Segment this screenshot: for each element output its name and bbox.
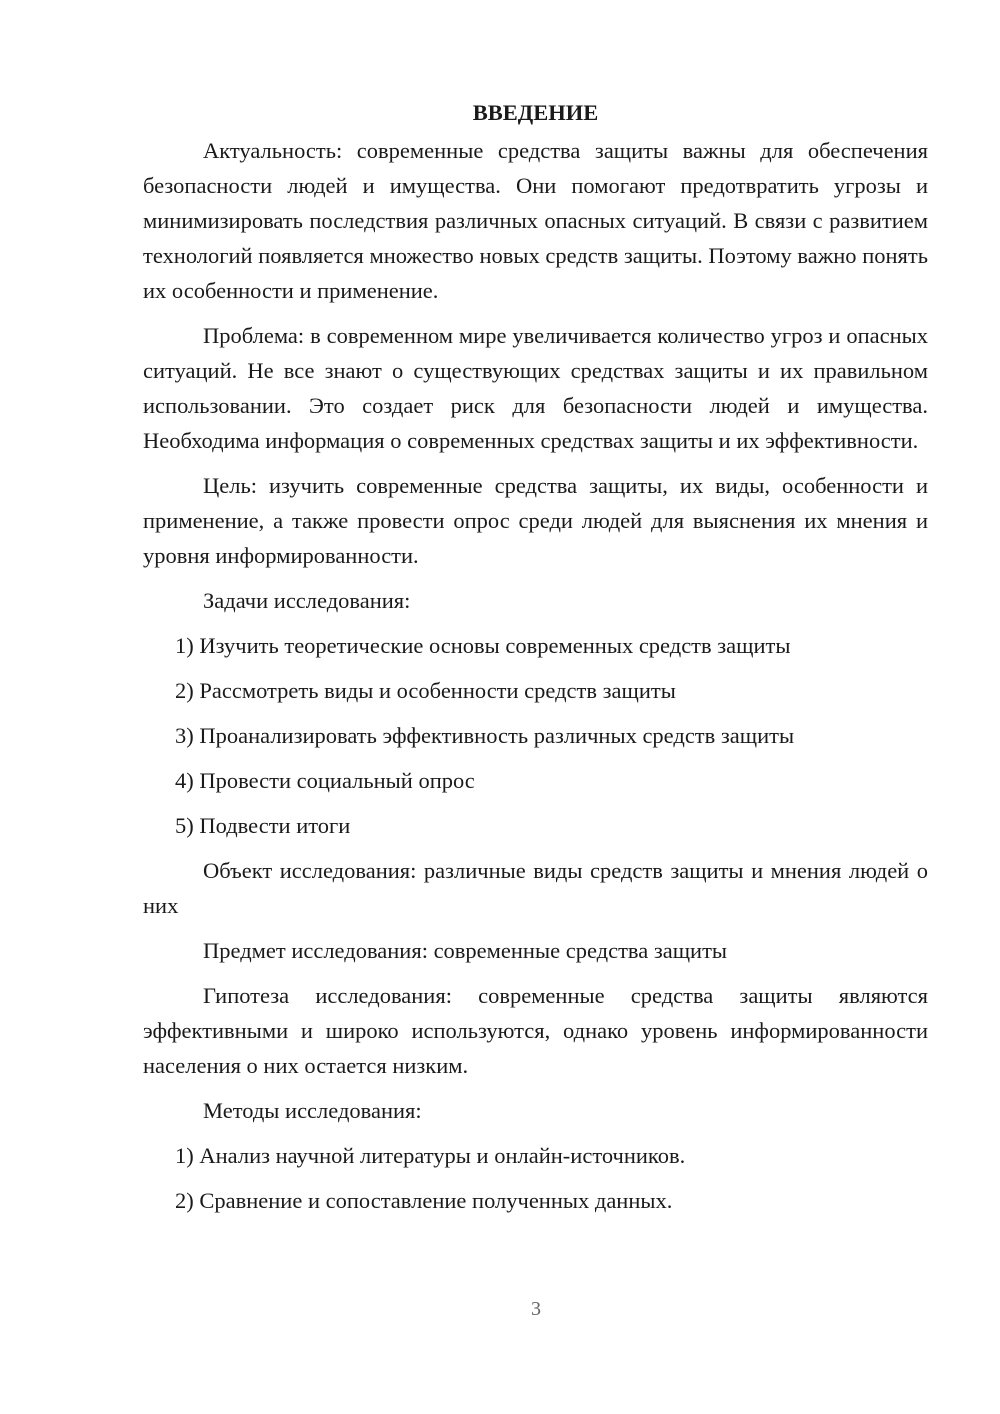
goal-paragraph: Цель: изучить современные средства защиты, их виды, особенности и применение, а также провести опрос среди людей для выяснения их мнения и уровня информированности. — [143, 473, 928, 568]
task-item: 1) Изучить теоретические основы современных средств защиты — [175, 633, 791, 658]
object-paragraph: Объект исследования: различные виды средств защиты и мнения людей о них — [143, 858, 928, 918]
relevance-paragraph: Актуальность: современные средства защиты важны для обеспечения безопасности людей и имущества. Они помогают предотвратить угрозы и минимизировать последствия различных опасных ситуаций. В связи с развитием технологий появляется множество новых средств защиты. Поэтому важно понять их особенности и применение. — [143, 138, 928, 303]
method-item: 2) Сравнение и сопоставление полученных данных. — [175, 1188, 673, 1213]
problem-paragraph: Проблема: в современном мире увеличивается количество угроз и опасных ситуаций. Не все знают о существующих средствах защиты и их правильном использовании. Это создает риск для безопасности людей и имущества. Необходима информация о современных средствах защиты и их эффективности. — [143, 323, 928, 453]
method-item: 1) Анализ научной литературы и онлайн-источников. — [175, 1143, 686, 1168]
task-item: 4) Провести социальный опрос — [175, 768, 475, 793]
subject-paragraph: Предмет исследования: современные средства защиты — [203, 938, 728, 963]
task-item: 5) Подвести итоги — [175, 813, 351, 838]
methods-heading: Методы исследования: — [203, 1098, 422, 1123]
task-item: 3) Проанализировать эффективность различных средств защиты — [175, 723, 795, 748]
task-item: 2) Рассмотреть виды и особенности средств защиты — [175, 678, 676, 703]
page-number: 3 — [531, 1298, 541, 1320]
tasks-heading: Задачи исследования: — [203, 588, 411, 613]
page-content — [143, 95, 928, 1228]
hypothesis-paragraph: Гипотеза исследования: современные средства защиты являются эффективными и широко используются, однако уровень информированности населения о них остается низким. — [143, 983, 928, 1078]
page-title: ВВЕДЕНИЕ — [472, 100, 599, 125]
